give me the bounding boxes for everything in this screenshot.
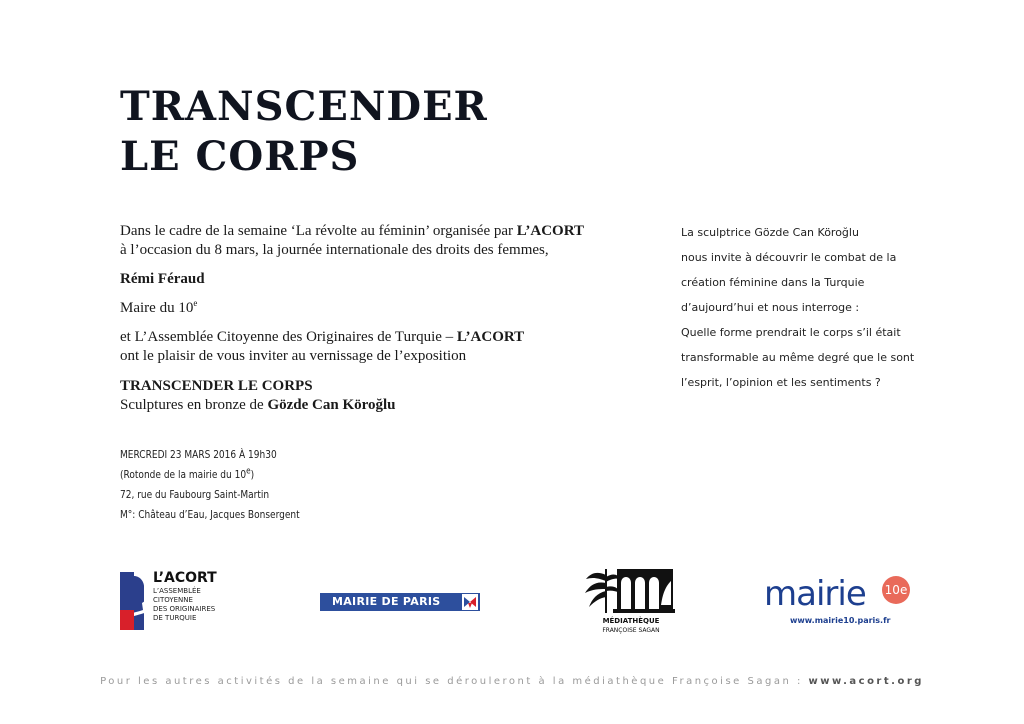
title-line-2: LE CORPS	[120, 133, 360, 180]
mediatheque-sublabel: FRANÇOISE SAGAN	[602, 627, 660, 634]
footer-text: Pour les autres activités de la semaine qui se dérouleront à la médiathèque Françoise Sagan :	[100, 676, 809, 687]
acort-sub-line: CITOYENNE	[153, 596, 193, 604]
mediatheque-logo	[583, 565, 679, 637]
invite-line: ont le plaisir de vous inviter au vernissage de l’exposition	[120, 348, 467, 364]
mediatheque-emblem-icon	[583, 565, 679, 617]
acort-sub-line: DES ORIGINAIRES	[153, 605, 216, 613]
expo-title-text: TRANSCENDER LE CORPS	[120, 378, 313, 394]
artist-statement	[681, 220, 921, 395]
assoc-line-text: et L’Assemblée Citoyenne des Originaires de Turquie –	[120, 329, 457, 345]
event-address: 72, rue du Faubourg Saint-Martin	[120, 488, 270, 501]
mairie-10-wordmark: mairie	[764, 574, 866, 614]
statement-line: création féminine dans la Turquie	[681, 276, 865, 289]
acort-subtitle	[153, 587, 233, 623]
statement-line: l’esprit, l’opinion et les sentiments ?	[681, 376, 881, 389]
mediatheque-label: MÉDIATHÈQUE	[602, 617, 660, 625]
statement-line: nous invite à découvrir le combat de la	[681, 251, 897, 264]
assoc-line	[120, 328, 640, 347]
title-line-1: TRANSCENDER	[120, 83, 488, 130]
intro-line-2: à l’occasion du 8 mars, la journée internationale des droits des femmes,	[120, 242, 549, 258]
venue-sup: e	[246, 466, 251, 477]
artist-name: Gözde Can Köroğlu	[267, 397, 396, 413]
statement-line: transformable au même degré que le sont	[681, 351, 915, 364]
acort-sub-line: DE TURQUIE	[153, 614, 197, 622]
paris-emblem-icon	[462, 594, 478, 610]
host-name-text: Rémi Féraud	[120, 271, 205, 287]
mairie-10-logo	[764, 574, 910, 632]
acort-emblem-icon	[120, 572, 150, 630]
intro-org: L’ACORT	[516, 223, 585, 239]
event-details	[120, 445, 300, 525]
statement-line: Quelle forme prendrait le corps s’il était	[681, 326, 901, 339]
intro-line-1-text: Dans le cadre de la semaine ‘La révolte au féminin’ organisée par	[120, 223, 517, 239]
statement-line: d’aujourd’hui et nous interroge :	[681, 301, 860, 314]
event-metro: M°: Château d’Eau, Jacques Bonsergent	[120, 508, 300, 521]
mairie-de-paris-logo	[320, 593, 480, 611]
acort-logo	[120, 570, 230, 632]
host-role-text: Maire du 10	[120, 300, 194, 316]
expo-sub	[120, 396, 640, 415]
acort-name: L’ACORT	[153, 570, 217, 586]
mairie-10-url: www.mairie10.paris.fr	[790, 616, 891, 625]
host-name	[120, 270, 640, 289]
venue-text: (Rotonde de la mairie du 10	[120, 468, 247, 481]
mairie-de-paris-label: MAIRIE DE PARIS	[332, 595, 441, 608]
venue-close: )	[250, 468, 255, 481]
host-role	[120, 299, 640, 318]
footer-link[interactable]: www.acort.org	[808, 676, 924, 687]
expo-sub-text: Sculptures en bronze de	[120, 397, 268, 413]
event-date: MERCREDI 23 MARS 2016 À 19h30	[120, 448, 277, 461]
invitation-text	[120, 222, 640, 415]
expo-title	[120, 377, 640, 396]
mairie-10-badge: 10e	[882, 576, 910, 604]
footer	[0, 676, 1024, 687]
page-title	[120, 82, 488, 182]
intro-line-1	[120, 222, 640, 241]
assoc-org: L’ACORT	[456, 329, 525, 345]
acort-sub-line: L’ASSEMBLÉE	[153, 587, 201, 595]
host-role-sup: e	[193, 298, 198, 308]
event-venue	[120, 465, 300, 485]
statement-line: La sculptrice Gözde Can Köroğlu	[681, 226, 859, 239]
